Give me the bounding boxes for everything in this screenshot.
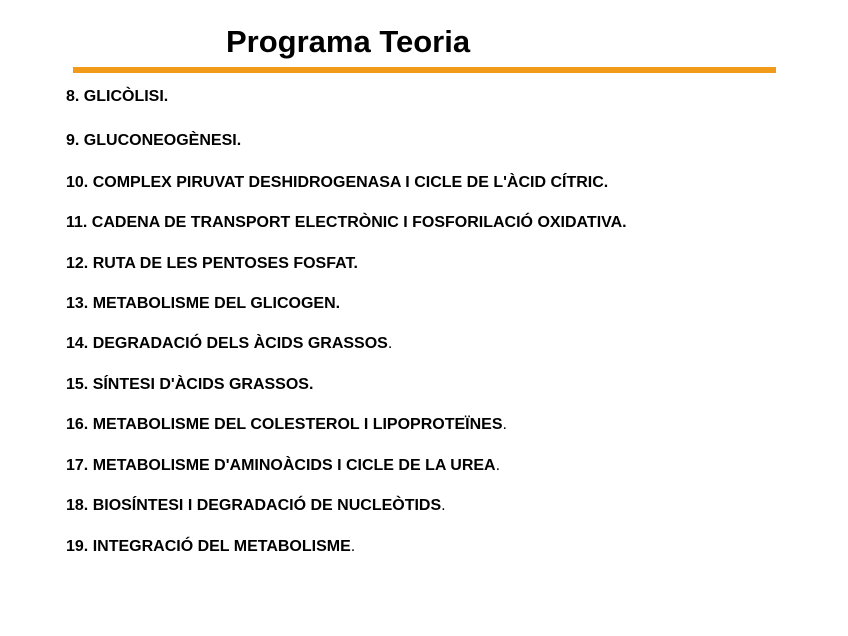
program-item-tail: .: [387, 335, 393, 352]
program-item-10: [66, 173, 608, 193]
program-item-17: [66, 456, 500, 476]
title-divider: [73, 67, 776, 73]
program-item-9: [66, 131, 241, 151]
program-item-text: 17. METABOLISME D'AMINOÀCIDS I CICLE DE LA UREA: [66, 457, 496, 474]
program-item-15: [66, 375, 313, 395]
program-item-tail: .: [495, 457, 501, 474]
program-item-text: 11. CADENA DE TRANSPORT ELECTRÒNIC I FOSFORILACIÓ OXIDATIVA.: [66, 214, 627, 231]
page-title: Programa Teoria: [226, 24, 471, 59]
program-item-13: [66, 294, 340, 314]
program-item-8: [66, 87, 168, 107]
program-item-text: 9. GLUCONEOGÈNESI.: [66, 132, 242, 149]
program-item-text: 15. SÍNTESI D'ÀCIDS GRASSOS.: [66, 376, 314, 393]
program-item-text: 8. GLICÒLISI.: [66, 88, 169, 105]
program-item-text: 18. BIOSÍNTESI I DEGRADACIÓ DE NUCLEÒTIDS: [66, 497, 442, 514]
program-item-tail: .: [441, 497, 446, 514]
program-item-tail: .: [502, 416, 507, 433]
program-item-text: 19. INTEGRACIÓ DEL METABOLISME: [66, 538, 351, 555]
program-item-text: 13. METABOLISME DEL GLICOGEN.: [66, 295, 341, 312]
program-item-14: [66, 334, 392, 354]
program-item-text: 16. METABOLISME DEL COLESTEROL I LIPOPROTEÏNES: [66, 416, 503, 433]
program-item-text: 14. DEGRADACIÓ DELS ÀCIDS GRASSOS: [66, 335, 388, 352]
program-item-19: [66, 537, 355, 557]
program-item-text: 12. RUTA DE LES PENTOSES FOSFAT.: [66, 255, 358, 272]
program-item-16: [66, 415, 507, 435]
program-item-18: [66, 496, 446, 516]
program-item-text: 10. COMPLEX PIRUVAT DESHIDROGENASA I CICLE DE L'ÀCID CÍTRIC.: [66, 174, 609, 191]
program-item-tail: .: [350, 538, 356, 555]
program-item-12: [66, 254, 358, 274]
program-item-11: [66, 213, 627, 233]
